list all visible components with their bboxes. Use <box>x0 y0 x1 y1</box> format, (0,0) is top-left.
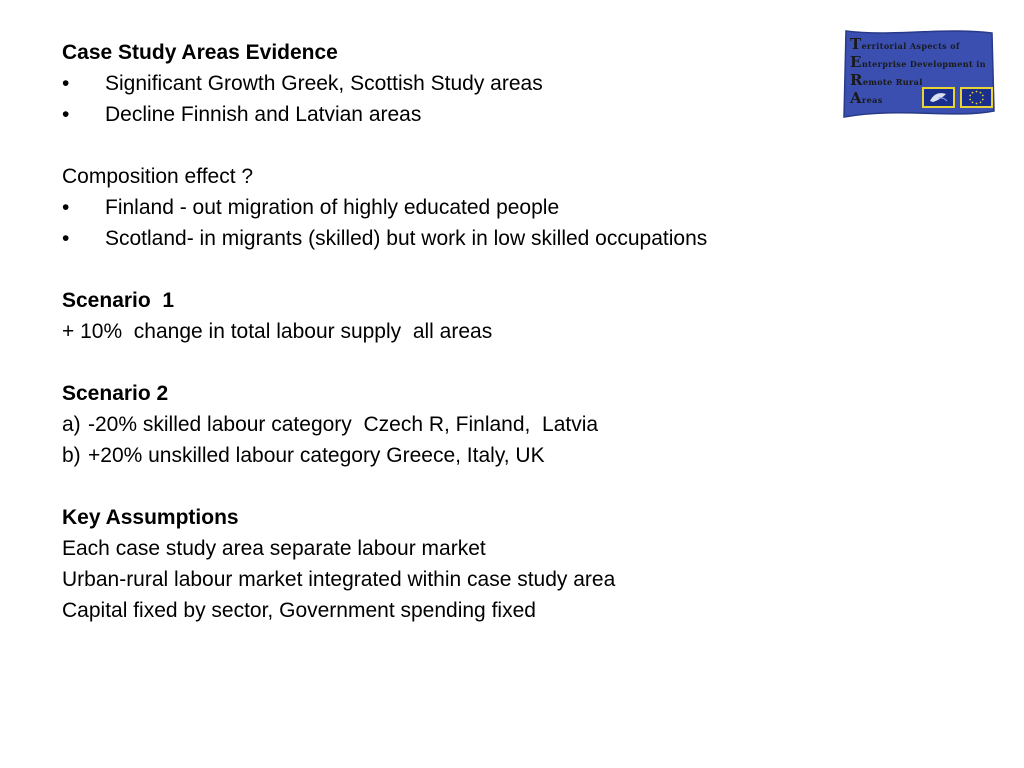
logo-initial: R <box>850 71 863 89</box>
scenario1-heading: Scenario 1 <box>62 289 175 312</box>
scenario2-item <box>62 409 842 440</box>
scenario2-item <box>62 440 842 471</box>
composition-bullet <box>62 192 842 223</box>
scenario2-item-text: +20% unskilled labour category Greece, Italy, UK <box>88 444 545 467</box>
evidence-bullet-text: Significant Growth Greek, Scottish Study areas <box>105 72 543 95</box>
slide-content <box>62 37 842 626</box>
scenario2-item-text: -20% skilled labour category Czech R, Finland, Latvia <box>88 413 599 436</box>
assumptions-heading: Key Assumptions <box>62 506 239 529</box>
spacer <box>62 254 842 285</box>
spacer <box>62 130 842 161</box>
composition-heading: Composition effect ? <box>62 165 254 188</box>
assumption-line: Capital fixed by sector, Government spending fixed <box>62 599 536 622</box>
spacer <box>62 347 842 378</box>
eu-flag-icon <box>960 87 993 108</box>
composition-bullet-text: Finland - out migration of highly educated people <box>105 196 560 219</box>
logo-row-text: reas <box>862 95 883 105</box>
evidence-bullet <box>62 99 842 130</box>
composition-bullet <box>62 223 842 254</box>
region-map-icon <box>922 87 955 108</box>
evidence-bullet <box>62 68 842 99</box>
scenario2-heading: Scenario 2 <box>62 382 169 405</box>
bullet-icon: • <box>62 103 70 126</box>
bullet-icon: • <box>62 196 70 219</box>
list-marker: a) <box>62 413 81 436</box>
logo-badges <box>922 87 993 108</box>
logo-initial: A <box>850 89 863 107</box>
logo-row-text: erritorial Aspects of <box>861 41 960 51</box>
logo-initial: T <box>850 35 862 53</box>
evidence-bullet-text: Decline Finnish and Latvian areas <box>105 103 422 126</box>
evidence-heading: Case Study Areas Evidence <box>62 41 338 64</box>
assumption-line: Urban-rural labour market integrated within case study area <box>62 568 616 591</box>
logo-row <box>850 35 986 53</box>
logo-row-text: nterprise Development in <box>861 59 986 69</box>
logo-initial: E <box>850 53 862 71</box>
bullet-icon: • <box>62 227 70 250</box>
tera-logo <box>842 27 998 119</box>
assumption-line: Each case study area separate labour market <box>62 537 486 560</box>
composition-bullet-text: Scotland- in migrants (skilled) but work in low skilled occupations <box>105 227 708 250</box>
list-marker: b) <box>62 444 81 467</box>
logo-row <box>850 53 986 71</box>
logo-row-text: emote Rural <box>862 77 923 87</box>
spacer <box>62 471 842 502</box>
scenario1-text: + 10% change in total labour supply all areas <box>62 320 493 343</box>
bullet-icon: • <box>62 72 70 95</box>
